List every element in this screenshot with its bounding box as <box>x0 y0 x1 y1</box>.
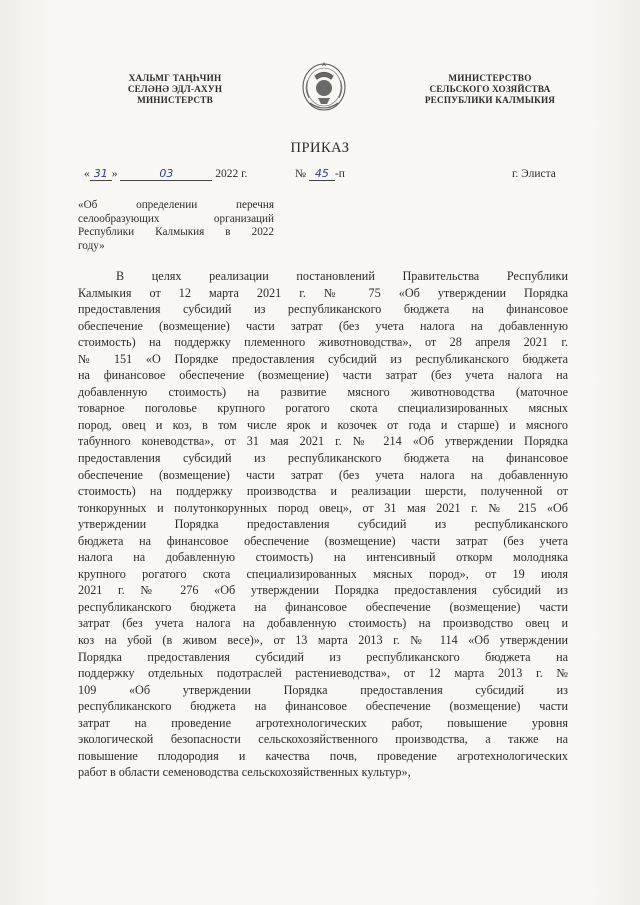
number-value: 45 <box>309 168 335 181</box>
header-right-line: СЕЛЬСКОГО ХОЗЯЙСТВА <box>429 84 551 94</box>
header-left-line: МИНИСТЕРСТВ <box>137 95 213 105</box>
body-line: коз на убой (в живом весе)», от 13 марта 2013 г. № 114 «Об утверждении <box>78 633 568 648</box>
body-line: крупного рогатого скота специализированных мясных пород», от 19 июля <box>78 566 568 581</box>
document-title: ПРИКАЗ <box>290 140 350 156</box>
order-body <box>78 268 568 781</box>
kalmykia-emblem-icon <box>298 56 350 116</box>
body-line: добавленную стоимость) на развитие мясного животноводства (маточное <box>78 384 568 399</box>
body-line: товарное поголовье крупного рогатого скота специализированных мясных <box>78 401 568 416</box>
body-line: поддержку отдельных подотраслей растениеводства», от 12 марта 2013 г. № <box>78 666 568 681</box>
order-number <box>295 168 345 181</box>
body-line: В целях реализации постановлений Правительства Республики <box>116 269 568 283</box>
body-line: стоимость) на поддержку племенного животноводства», от 28 апреля 2021 г. <box>78 335 568 350</box>
body-line: предоставления субсидий из республиканского бюджета на финансовое <box>78 302 568 317</box>
body-line: затрат (без учета налога на добавленную стоимость) на производство овец и <box>78 616 568 631</box>
number-prefix: № <box>295 168 306 180</box>
body-line: пород, овец и коз, в том числе ярок и козочек от года и старше) и мясного <box>78 417 568 432</box>
header-right-russian <box>410 73 570 106</box>
body-line: работ в области семеноводства сельскохозяйственных культур», <box>78 765 411 780</box>
subject-line: селообразующих организаций <box>78 212 274 225</box>
body-line: налога на добавленную стоимость) на интенсивный откорм молодняка <box>78 550 568 565</box>
body-line: повышение плодородия и качества почв, проведение агротехнологических <box>78 748 568 763</box>
header-left-line: СЕЛӘНӘ ЭДЛ-АХУН <box>127 84 223 94</box>
body-line: табунного коневодства», от 31 мая 2021 г. № 214 «Об утверждении Порядка <box>78 434 568 449</box>
date-quote-open: « <box>84 168 90 180</box>
number-suffix: -п <box>334 168 345 180</box>
body-line: Порядка предоставления субсидий из республиканского бюджета на <box>78 649 568 664</box>
subject-line: Республики Калмыкия в 2022 <box>78 226 274 239</box>
body-line: обеспечение (возмещение) части затрат (без учета налога на добавленную <box>78 318 568 333</box>
header-left-kalmyk <box>110 73 240 106</box>
date-year: 2022 г. <box>215 168 248 180</box>
body-line: утверждении Порядка предоставления субсидий из республиканского <box>78 517 568 532</box>
order-subject <box>78 199 274 253</box>
body-line: экологической безопасности сельскохозяйственного производства, а также на <box>78 732 568 747</box>
body-line: 109 «Об утверждении Порядка предоставления субсидий из <box>78 682 568 697</box>
body-line: обеспечение (возмещение) части затрат (без учета налога на добавленную <box>78 467 568 482</box>
body-line: тонкорунных и полутонкорунных пород овец», от 31 мая 2021 г. № 215 «Об <box>78 500 568 515</box>
body-line: предоставления субсидий из республиканского бюджета на финансовое <box>78 451 568 466</box>
order-date <box>84 168 247 181</box>
body-line: 2021 г. № 276 «Об утверждении Порядка предоставления субсидий из <box>78 583 568 598</box>
body-line: на финансовое обеспечение (возмещение) части затрат (без учета налога на <box>78 368 568 383</box>
body-line: республиканского бюджета на финансовое обеспечение (возмещение) части <box>78 699 568 714</box>
body-line: № 151 «О Порядке предоставления субсидий из республиканского бюджета <box>78 351 568 366</box>
body-line: бюджета на финансовое обеспечение (возмещение) части затрат (без учета <box>78 533 568 548</box>
date-quote-close: » <box>111 168 118 180</box>
subject-line: году» <box>78 239 105 252</box>
body-line: стоимость) на поддержку производства и реализации шерсти, полученной от <box>78 484 568 499</box>
header-right-line: МИНИСТЕРСТВО <box>448 73 532 83</box>
header-right-line: РЕСПУБЛИКИ КАЛМЫКИЯ <box>424 95 556 105</box>
body-line: республиканского бюджета на финансовое обеспечение (возмещение) части <box>78 599 568 614</box>
order-city: г. Элиста <box>512 168 556 180</box>
header-left-line: ХАЛЬМГ ТАҢҺЧИН <box>128 73 222 83</box>
date-month: 03 <box>120 168 212 181</box>
subject-line: «Об определении перечня <box>78 199 274 211</box>
body-line: затрат на проведение агротехнологических работ, повышение уровня <box>78 715 568 730</box>
date-day: 31 <box>90 168 112 181</box>
body-line: Калмыкия от 12 марта 2021 г. № 75 «Об утверждении Порядка <box>78 285 568 300</box>
